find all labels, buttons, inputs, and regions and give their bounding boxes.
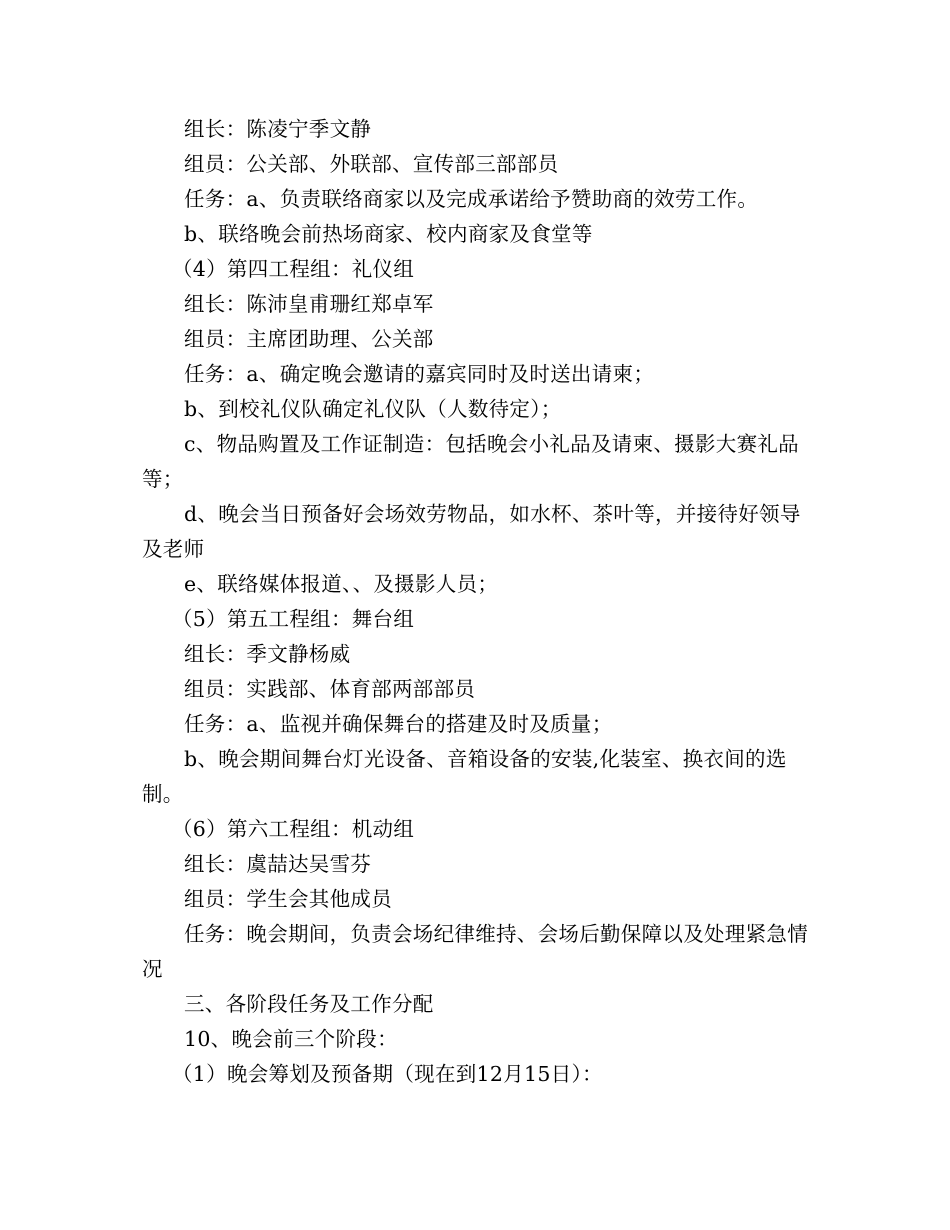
- document-body: [142, 112, 814, 1092]
- paragraph-leader: 组长：陈沛皇甫珊红郑卓军: [184, 292, 434, 316]
- paragraph-members: 组员：学生会其他成员: [184, 887, 392, 911]
- paragraph-task-item: b、联络晚会前热场商家、校内商家及食堂等: [184, 222, 593, 246]
- section-heading: （6）第六工程组：机动组: [172, 817, 415, 841]
- stage-subheading: （1）晚会筹划及预备期（现在到12月15日）：: [172, 1062, 603, 1086]
- stage-heading: 10、晚会前三个阶段：: [184, 1027, 398, 1051]
- paragraph-task: 任务：a、确定晚会邀请的嘉宾同时及时送出请柬；: [184, 362, 655, 386]
- paragraph-task-item: d、晚会当日预备好会场效劳物品，如水杯、茶叶等，并接待好领导及老师: [142, 502, 801, 561]
- paragraph-leader: 组长：季文静杨威: [184, 642, 351, 666]
- paragraph-leader: 组长：陈凌宁季文静: [184, 117, 372, 141]
- paragraph-members: 组员：主席团助理、公关部: [184, 327, 434, 351]
- paragraph-task: 任务：晚会期间，负责会场纪律维持、会场后勤保障以及处理紧急情况: [142, 922, 808, 981]
- paragraph-task-item: c、物品购置及工作证制造：包括晚会小礼品及请柬、摄影大赛礼品等；: [142, 432, 799, 491]
- paragraph-task: 任务：a、监视并确保舞台的搭建及时及质量；: [184, 712, 613, 736]
- paragraph-task-item: b、晚会期间舞台灯光设备、音箱设备的安装,化装室、换衣间的选制。: [142, 747, 787, 806]
- paragraph-members: 组员：实践部、体育部两部部员: [184, 677, 476, 701]
- paragraph-task-item: e、联络媒体报道、、及摄影人员；: [184, 572, 499, 596]
- chapter-heading: 三、各阶段任务及工作分配: [184, 992, 434, 1016]
- section-heading: （4）第四工程组：礼仪组: [172, 257, 415, 281]
- paragraph-task: 任务：a、负责联络商家以及完成承诺给予赞助商的效劳工作。: [184, 187, 759, 211]
- paragraph-task-item: b、到校礼仪队确定礼仪队（人数待定）；: [184, 397, 562, 421]
- paragraph-leader: 组长：虞喆达吴雪芬: [184, 852, 372, 876]
- paragraph-members: 组员：公关部、外联部、宣传部三部部员: [184, 152, 559, 176]
- section-heading: （5）第五工程组：舞台组: [172, 607, 415, 631]
